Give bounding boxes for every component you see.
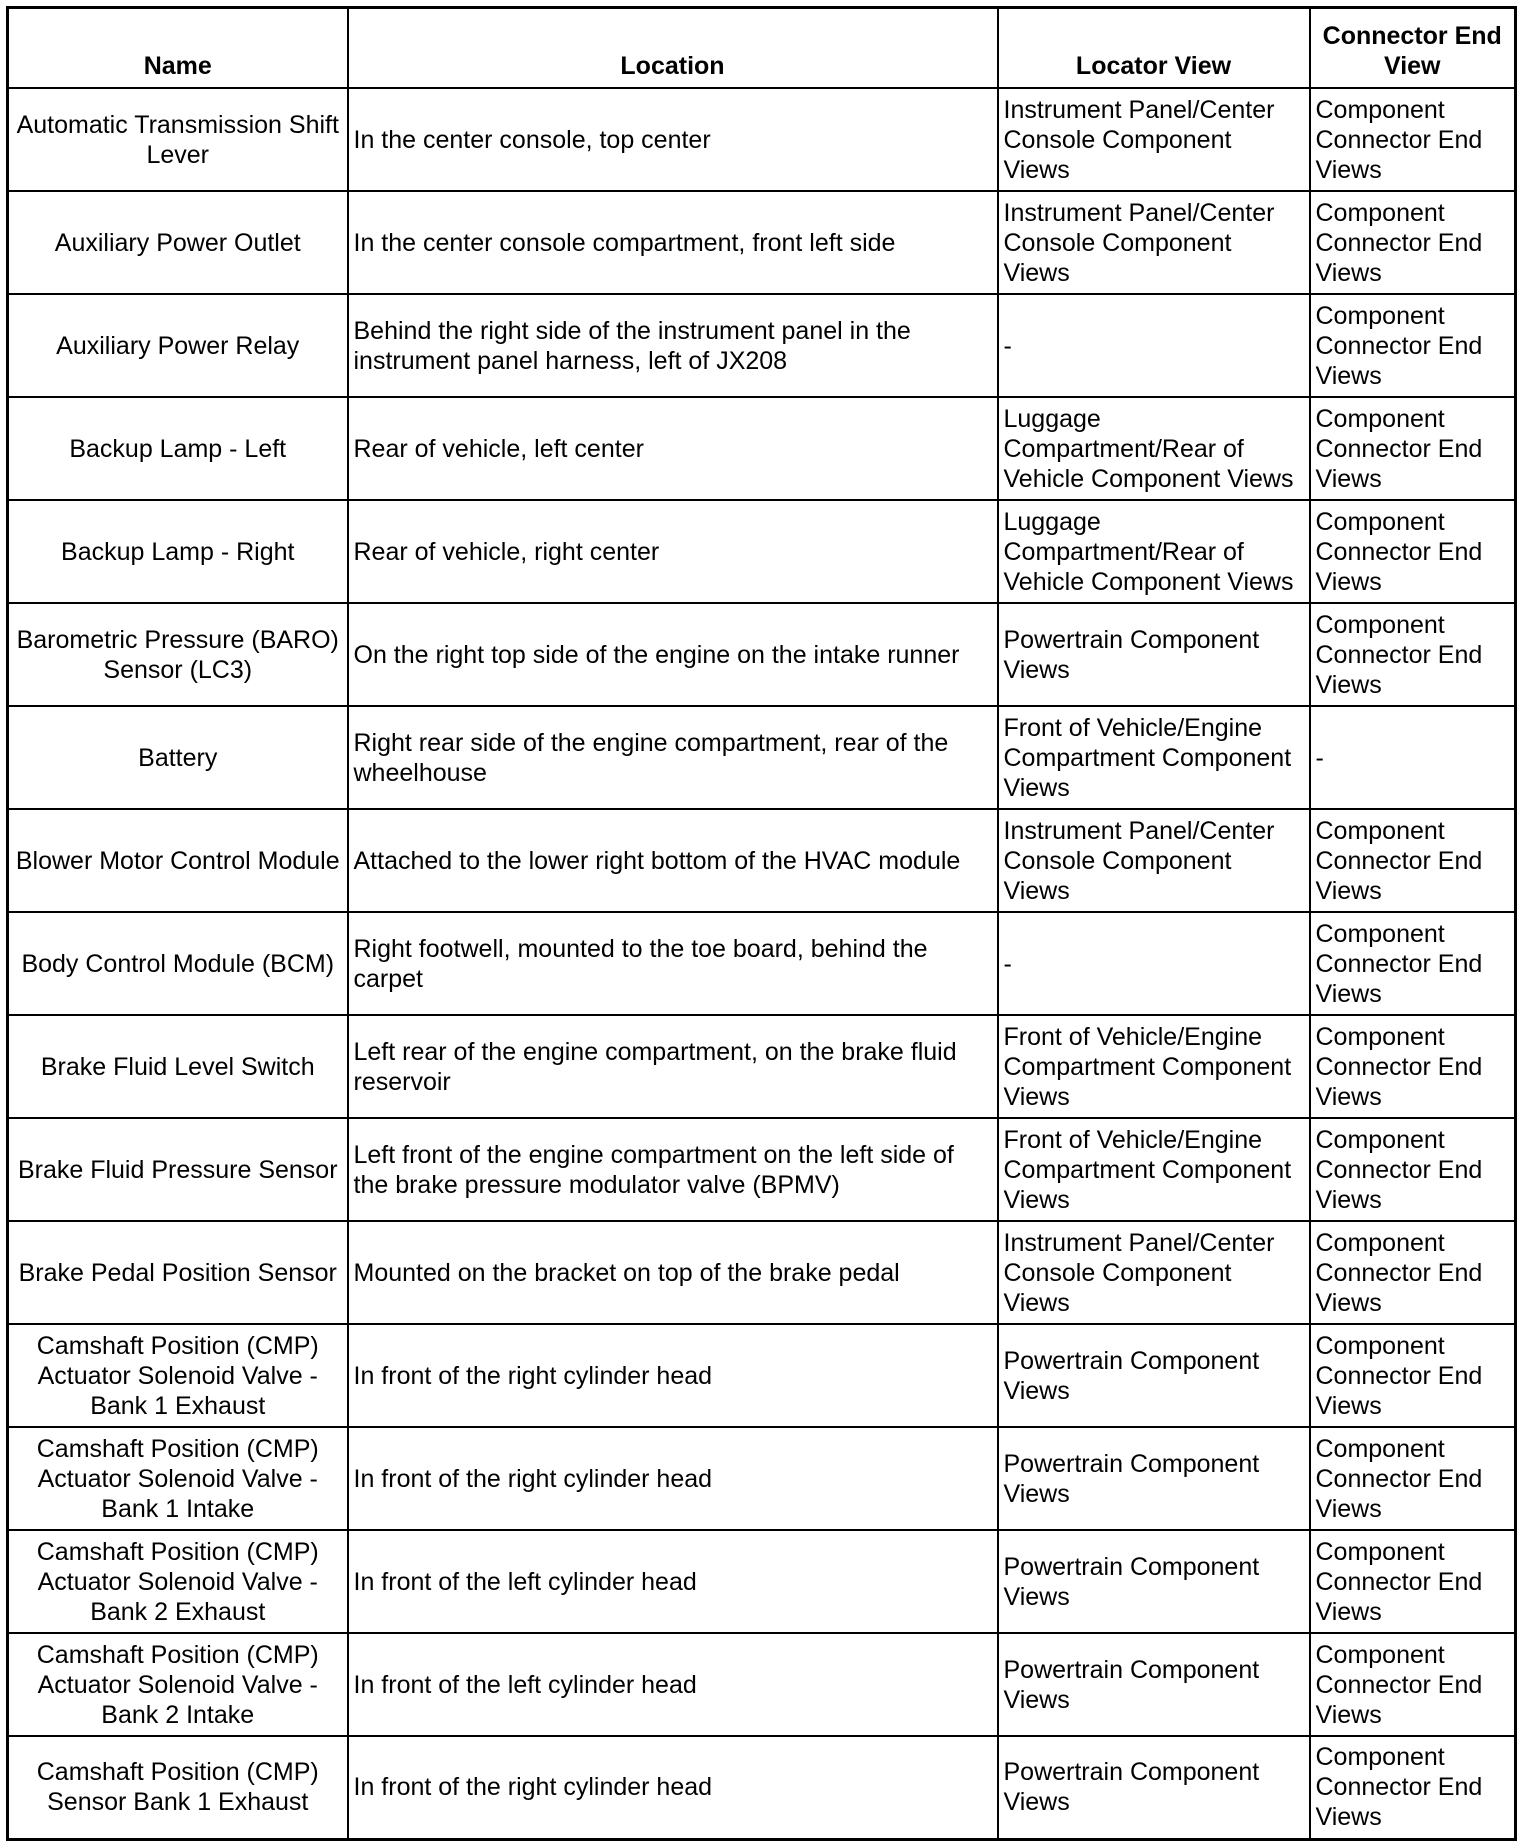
component-name-cell: Brake Fluid Pressure Sensor	[8, 1118, 348, 1221]
locator-view-cell: Instrument Panel/Center Console Component Views	[998, 191, 1310, 294]
table-row	[8, 500, 1516, 603]
table-body	[8, 88, 1516, 1839]
connector-end-view-cell: -	[1310, 706, 1516, 809]
connector-end-view-cell: Component Connector End Views	[1310, 1633, 1516, 1736]
connector-end-view-cell: Component Connector End Views	[1310, 1427, 1516, 1530]
component-name-cell: Camshaft Position (CMP) Actuator Solenoid Valve - Bank 1 Exhaust	[8, 1324, 348, 1427]
column-header-name: Name	[8, 8, 348, 89]
location-cell: Right rear side of the engine compartment, rear of the wheelhouse	[348, 706, 998, 809]
table-row	[8, 1736, 1516, 1839]
table-row	[8, 1221, 1516, 1324]
component-name-cell: Brake Pedal Position Sensor	[8, 1221, 348, 1324]
component-name-cell: Camshaft Position (CMP) Sensor Bank 1 Exhaust	[8, 1736, 348, 1839]
connector-end-view-cell: Component Connector End Views	[1310, 1221, 1516, 1324]
component-name-cell: Camshaft Position (CMP) Actuator Solenoid Valve - Bank 1 Intake	[8, 1427, 348, 1530]
locator-view-cell: Powertrain Component Views	[998, 1633, 1310, 1736]
location-cell: In front of the right cylinder head	[348, 1324, 998, 1427]
component-name-cell: Camshaft Position (CMP) Actuator Solenoid Valve - Bank 2 Intake	[8, 1633, 348, 1736]
location-cell: In front of the right cylinder head	[348, 1427, 998, 1530]
table-row	[8, 912, 1516, 1015]
table-row	[8, 1427, 1516, 1530]
table-row	[8, 809, 1516, 912]
locator-view-cell: Powertrain Component Views	[998, 1736, 1310, 1839]
locator-view-cell: Front of Vehicle/Engine Compartment Component Views	[998, 1015, 1310, 1118]
table-row	[8, 88, 1516, 191]
locator-view-cell: Instrument Panel/Center Console Component Views	[998, 88, 1310, 191]
location-cell: Right footwell, mounted to the toe board, behind the carpet	[348, 912, 998, 1015]
location-cell: In front of the right cylinder head	[348, 1736, 998, 1839]
table-row	[8, 397, 1516, 500]
locator-view-cell: Luggage Compartment/Rear of Vehicle Component Views	[998, 500, 1310, 603]
connector-end-view-cell: Component Connector End Views	[1310, 294, 1516, 397]
component-name-cell: Automatic Transmission Shift Lever	[8, 88, 348, 191]
document-page	[6, 6, 1514, 1841]
table-row	[8, 1633, 1516, 1736]
table-row	[8, 1530, 1516, 1633]
component-name-cell: Auxiliary Power Relay	[8, 294, 348, 397]
component-name-cell: Blower Motor Control Module	[8, 809, 348, 912]
component-name-cell: Battery	[8, 706, 348, 809]
connector-end-view-cell: Component Connector End Views	[1310, 809, 1516, 912]
connector-end-view-cell: Component Connector End Views	[1310, 912, 1516, 1015]
connector-end-view-cell: Component Connector End Views	[1310, 1015, 1516, 1118]
connector-end-view-cell: Component Connector End Views	[1310, 603, 1516, 706]
column-header-connector-end-view: Connector End View	[1310, 8, 1516, 89]
header-row	[8, 8, 1516, 89]
table-header	[8, 8, 1516, 89]
locator-view-cell: Instrument Panel/Center Console Component Views	[998, 1221, 1310, 1324]
location-cell: Behind the right side of the instrument panel in the instrument panel harness, left of JX208	[348, 294, 998, 397]
table-row	[8, 1015, 1516, 1118]
connector-end-view-cell: Component Connector End Views	[1310, 397, 1516, 500]
location-cell: Rear of vehicle, left center	[348, 397, 998, 500]
locator-view-cell: Front of Vehicle/Engine Compartment Component Views	[998, 1118, 1310, 1221]
component-locator-table	[6, 6, 1517, 1841]
component-name-cell: Backup Lamp - Left	[8, 397, 348, 500]
locator-view-cell: Instrument Panel/Center Console Component Views	[998, 809, 1310, 912]
connector-end-view-cell: Component Connector End Views	[1310, 88, 1516, 191]
connector-end-view-cell: Component Connector End Views	[1310, 500, 1516, 603]
table-row	[8, 1118, 1516, 1221]
location-cell: On the right top side of the engine on the intake runner	[348, 603, 998, 706]
location-cell: In front of the left cylinder head	[348, 1530, 998, 1633]
locator-view-cell: -	[998, 294, 1310, 397]
table-row	[8, 603, 1516, 706]
location-cell: In the center console, top center	[348, 88, 998, 191]
component-name-cell: Body Control Module (BCM)	[8, 912, 348, 1015]
component-name-cell: Camshaft Position (CMP) Actuator Solenoid Valve - Bank 2 Exhaust	[8, 1530, 348, 1633]
table-row	[8, 191, 1516, 294]
table-row	[8, 706, 1516, 809]
component-name-cell: Auxiliary Power Outlet	[8, 191, 348, 294]
connector-end-view-cell: Component Connector End Views	[1310, 1736, 1516, 1839]
table-row	[8, 294, 1516, 397]
connector-end-view-cell: Component Connector End Views	[1310, 1530, 1516, 1633]
component-name-cell: Backup Lamp - Right	[8, 500, 348, 603]
connector-end-view-cell: Component Connector End Views	[1310, 1118, 1516, 1221]
location-cell: Left rear of the engine compartment, on the brake fluid reservoir	[348, 1015, 998, 1118]
locator-view-cell: Powertrain Component Views	[998, 603, 1310, 706]
component-name-cell: Brake Fluid Level Switch	[8, 1015, 348, 1118]
table-row	[8, 1324, 1516, 1427]
locator-view-cell: -	[998, 912, 1310, 1015]
connector-end-view-cell: Component Connector End Views	[1310, 1324, 1516, 1427]
location-cell: In front of the left cylinder head	[348, 1633, 998, 1736]
component-name-cell: Barometric Pressure (BARO) Sensor (LC3)	[8, 603, 348, 706]
location-cell: Left front of the engine compartment on the left side of the brake pressure modulator valve (BPMV)	[348, 1118, 998, 1221]
locator-view-cell: Powertrain Component Views	[998, 1324, 1310, 1427]
column-header-locator-view: Locator View	[998, 8, 1310, 89]
locator-view-cell: Powertrain Component Views	[998, 1530, 1310, 1633]
location-cell: Rear of vehicle, right center	[348, 500, 998, 603]
connector-end-view-cell: Component Connector End Views	[1310, 191, 1516, 294]
location-cell: Attached to the lower right bottom of the HVAC module	[348, 809, 998, 912]
locator-view-cell: Powertrain Component Views	[998, 1427, 1310, 1530]
location-cell: Mounted on the bracket on top of the brake pedal	[348, 1221, 998, 1324]
locator-view-cell: Front of Vehicle/Engine Compartment Component Views	[998, 706, 1310, 809]
location-cell: In the center console compartment, front left side	[348, 191, 998, 294]
locator-view-cell: Luggage Compartment/Rear of Vehicle Component Views	[998, 397, 1310, 500]
column-header-location: Location	[348, 8, 998, 89]
